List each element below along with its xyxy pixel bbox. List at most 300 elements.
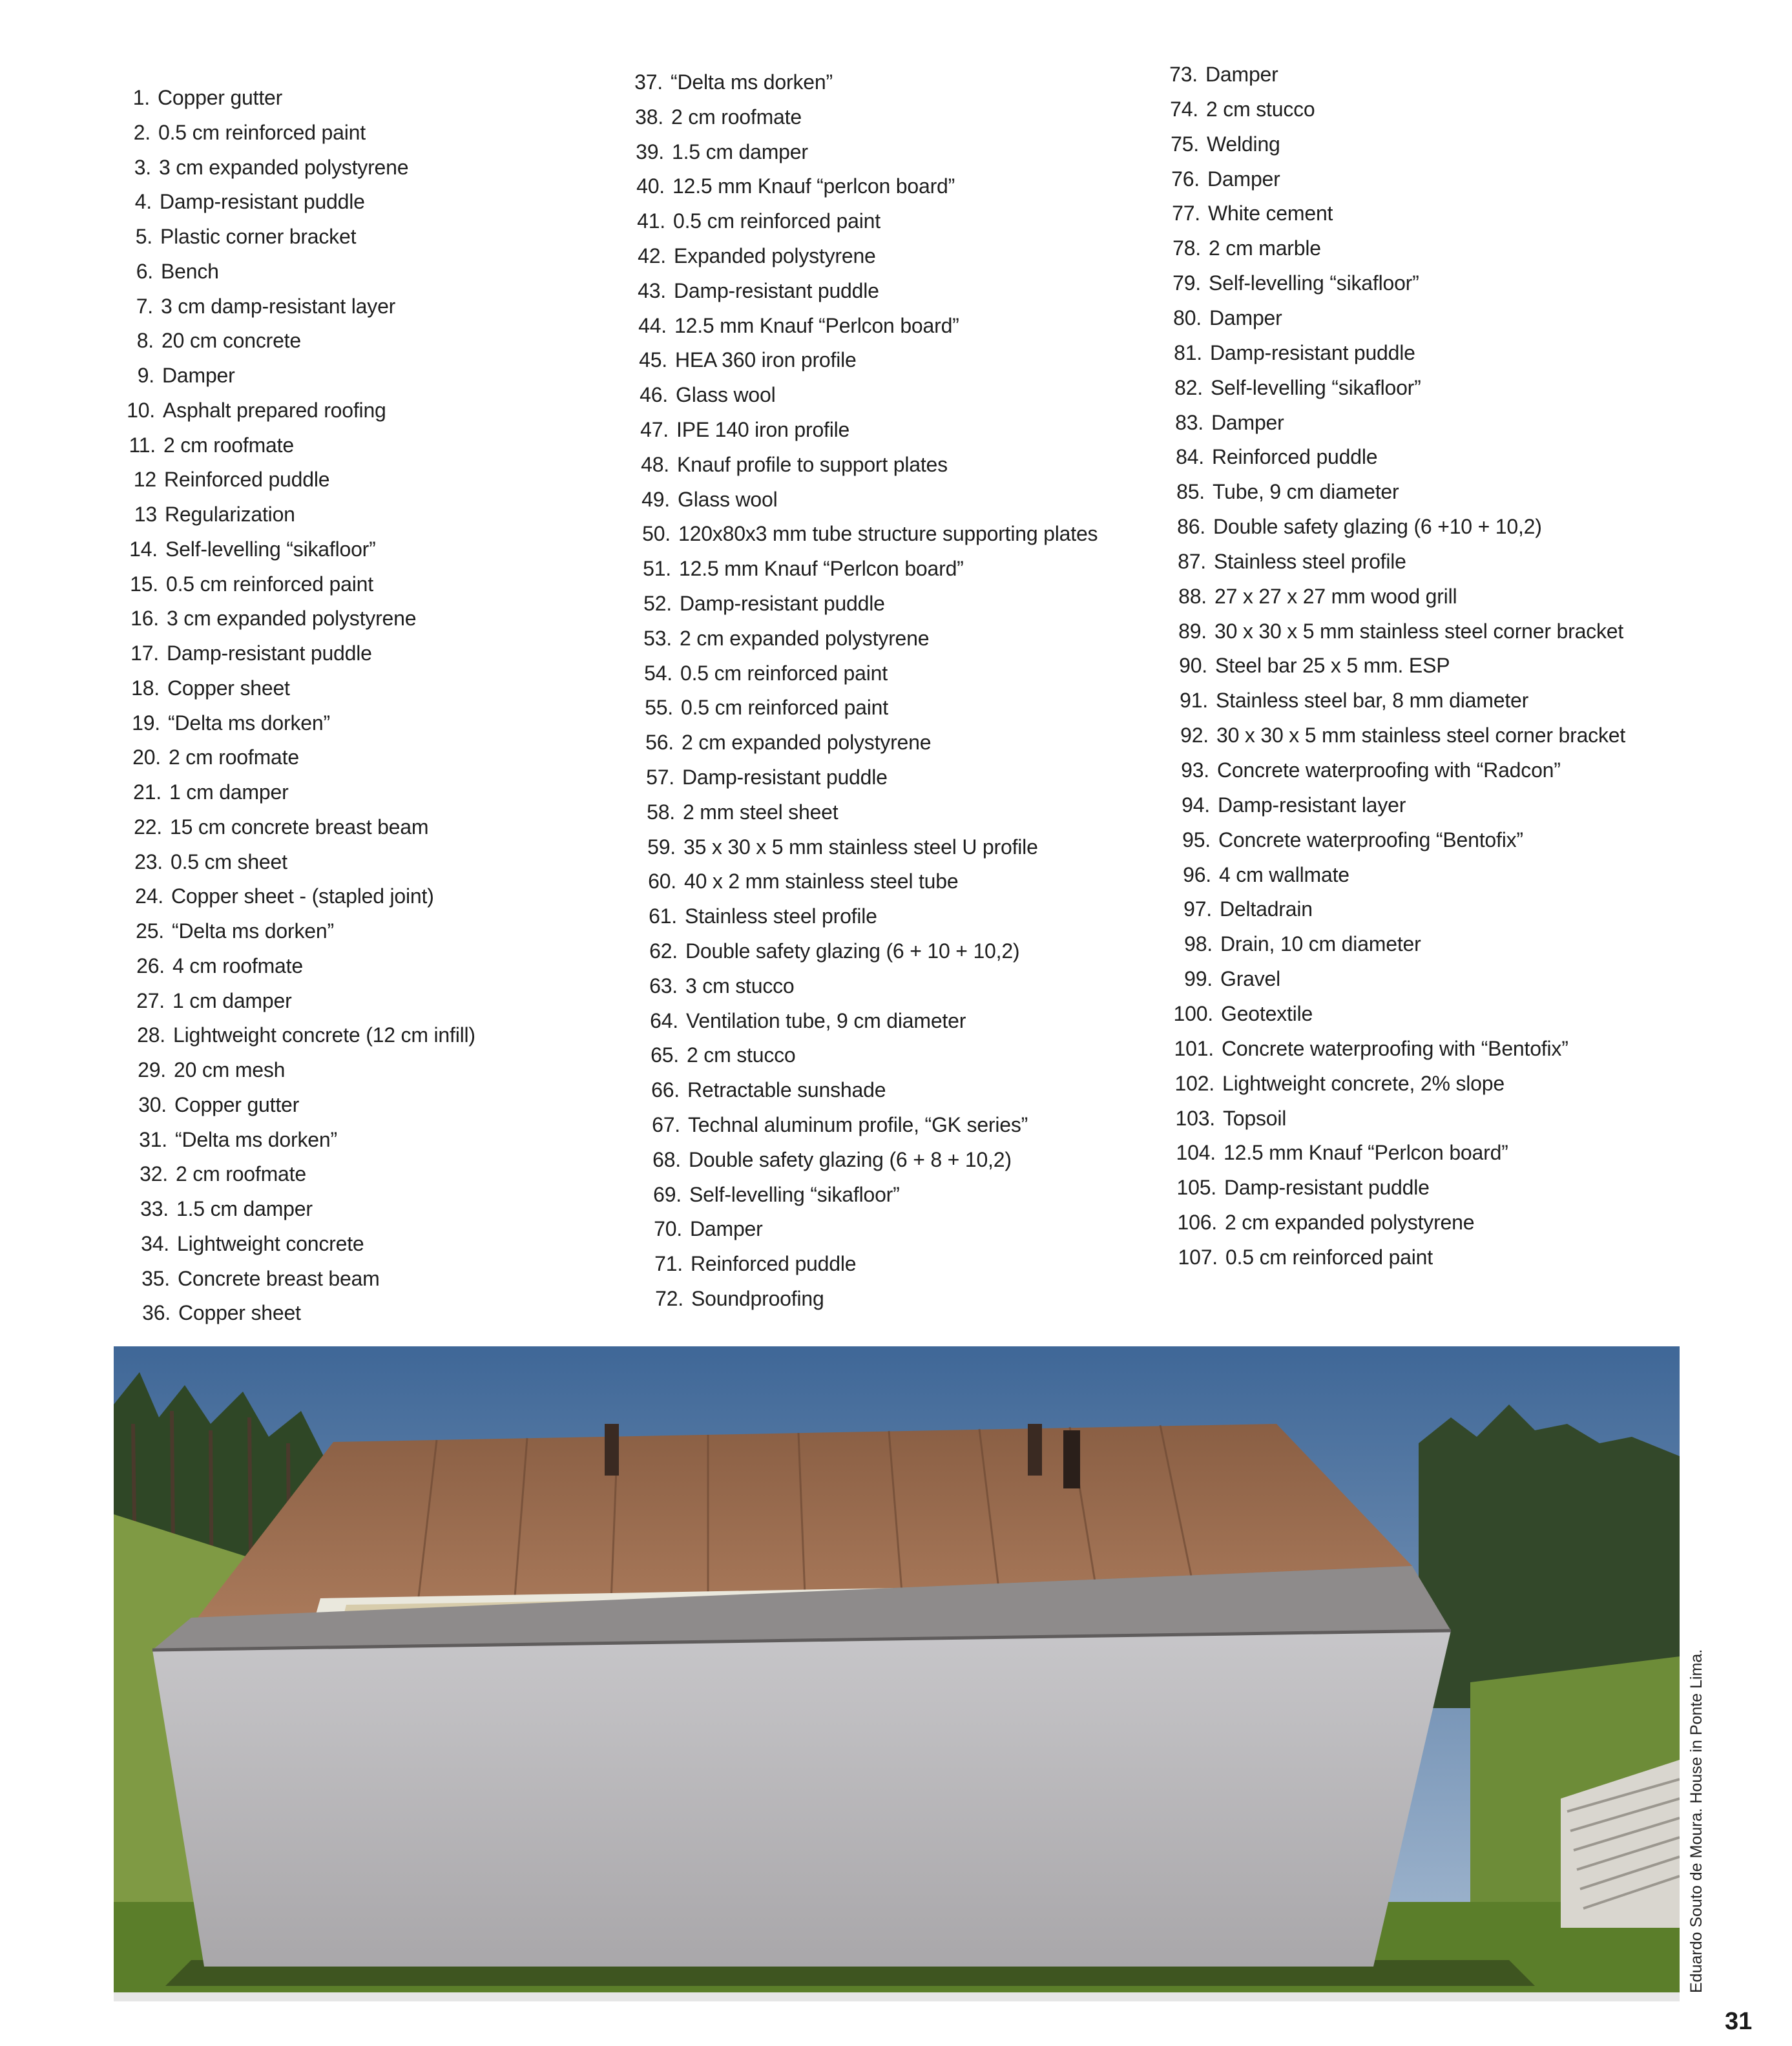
legend-label: Concrete breast beam (178, 1266, 380, 1290)
legend-number: 82. (1174, 375, 1203, 399)
legend-label: 0.5 cm sheet (171, 850, 287, 873)
legend-label: Topsoil (1223, 1106, 1287, 1130)
legend-number: 19. (132, 711, 160, 735)
legend-label: Double safety glazing (6 + 8 + 10,2) (689, 1147, 1012, 1171)
legend-label: Copper sheet (167, 676, 290, 700)
legend-item (1162, 335, 1415, 370)
legend-item (1166, 544, 1406, 579)
house-wall (152, 1631, 1451, 1967)
legend-number: 46. (640, 383, 668, 407)
legend-item (637, 899, 877, 934)
legend-label: Damp-resistant puddle (167, 642, 372, 665)
legend-label: 1.5 cm damper (176, 1197, 313, 1220)
legend-number: 24. (135, 884, 163, 908)
legend-label: White cement (1208, 202, 1333, 225)
legend-item (1162, 300, 1282, 335)
legend-item (122, 809, 428, 844)
legend-item (625, 169, 955, 204)
legend-label: Damper (162, 364, 235, 387)
legend-number: 70. (654, 1217, 682, 1241)
legend-item (635, 795, 838, 830)
legend-item (113, 289, 395, 324)
page-number: 31 (1725, 2008, 1753, 2035)
legend-number: 74. (1170, 97, 1198, 121)
legend-label: Drain, 10 cm diameter (1220, 932, 1421, 956)
legend-number: 15. (130, 572, 158, 596)
legend-item (1165, 474, 1399, 509)
legend-label: Reinforced puddle (164, 468, 330, 492)
legend-label: 30 x 30 x 5 mm stainless steel corner bracket (1214, 619, 1624, 643)
legend-number: 31. (139, 1127, 167, 1151)
legend-number: 11. (129, 433, 156, 457)
legend-number: 29. (138, 1058, 166, 1081)
legend-label: Glass wool (676, 383, 776, 407)
legend-item (1169, 753, 1561, 788)
legend-label: 4 cm roofmate (172, 954, 303, 977)
legend-item (114, 323, 301, 358)
legend-number: 83. (1175, 410, 1203, 434)
legend-item (1165, 509, 1542, 544)
legend-item (114, 358, 235, 393)
legend-label: 2 cm expanded polystyrene (682, 731, 932, 755)
legend-label: “Delta ms dorken” (175, 1127, 337, 1151)
legend-number: 81. (1174, 340, 1202, 364)
legend-number: 7. (136, 294, 153, 318)
legend-number: 62. (649, 939, 678, 963)
legend-item (1168, 683, 1528, 718)
legend-label: Damper (1209, 306, 1282, 329)
legend-number: 52. (643, 592, 672, 615)
legend-number: 71. (654, 1252, 683, 1276)
legend-item (116, 462, 329, 497)
legend-label: Soundproofing (691, 1287, 824, 1310)
legend-number: 38. (635, 105, 663, 129)
legend-label: Lightweight concrete (12 cm infill) (173, 1023, 475, 1047)
legend-label: Steel bar 25 x 5 mm. ESP (1215, 654, 1450, 678)
legend-number: 80. (1173, 306, 1202, 329)
legend-number: 53. (643, 626, 672, 650)
legend-item (1164, 439, 1377, 474)
legend-item (118, 532, 376, 567)
legend-item (629, 412, 849, 447)
legend-label: 35 x 30 x 5 mm stainless steel U profile (683, 835, 1038, 859)
legend-number: 59. (647, 835, 676, 859)
legend-number: 97. (1183, 897, 1212, 921)
legend-label: 12.5 mm Knauf “perlcon board” (672, 174, 955, 198)
legend-item (1167, 648, 1450, 683)
legend-number: 23. (134, 850, 163, 873)
legend-label: 12.5 mm Knauf “Perlcon board” (674, 313, 959, 337)
legend-number: 14. (129, 537, 158, 561)
legend-label: 0.5 cm reinforced paint (1225, 1245, 1433, 1269)
legend-label: Lightweight concrete, 2% slope (1222, 1071, 1505, 1095)
legend-label: Plastic corner bracket (160, 225, 357, 248)
legend-label: Damper (1207, 167, 1280, 191)
legend-item (632, 656, 888, 691)
legend-item (110, 80, 282, 115)
legend-label: 2 cm expanded polystyrene (1225, 1211, 1475, 1235)
caption-strip (114, 1992, 1680, 2001)
legend-item (1175, 1101, 1286, 1136)
legend-number: 44. (638, 313, 667, 337)
legend-number: 54. (644, 661, 672, 685)
legend-number: 10. (127, 398, 155, 422)
legend-number: 41. (637, 209, 665, 233)
legend-number: 16. (130, 607, 159, 631)
legend-number: 107. (1178, 1245, 1218, 1269)
legend-item (1160, 196, 1333, 231)
legend-label: Concrete waterproofing “Bentofix” (1218, 828, 1523, 851)
legend-item (1176, 1135, 1508, 1170)
legend-item (120, 671, 290, 705)
legend-label: Regularization (165, 503, 295, 526)
legend-number: 45. (639, 348, 667, 372)
legend-label: Copper gutter (158, 86, 283, 109)
legend-number: 90. (1179, 654, 1207, 678)
legend-number: 4. (134, 190, 152, 214)
vent-pipe-3 (1063, 1430, 1080, 1488)
legend-item (632, 621, 929, 656)
legend-number: 18. (131, 676, 160, 700)
legend-label: Damper (1205, 63, 1278, 86)
legend-item (125, 1018, 475, 1052)
legend-item (640, 1072, 886, 1107)
legend-label: Lightweight concrete (177, 1231, 364, 1255)
legend-item (624, 134, 808, 169)
legend-item (634, 725, 931, 760)
legend-label: Copper sheet - (stapled joint) (171, 884, 434, 908)
legend-item (1171, 857, 1349, 892)
legend-item (636, 864, 958, 899)
legend-item (623, 65, 833, 99)
legend-label: 0.5 cm reinforced paint (158, 120, 366, 144)
legend-item (1171, 822, 1523, 857)
legend-label: Self-levelling “sikafloor” (689, 1182, 900, 1206)
legend-number: 30. (138, 1092, 167, 1116)
legend-number: 98. (1184, 932, 1213, 956)
legend-label: 20 cm concrete (161, 329, 301, 353)
legend-label: Stainless steel profile (685, 904, 877, 928)
legend-number: 1. (132, 86, 150, 109)
legend-label: Damper (690, 1217, 763, 1241)
legend-item (110, 115, 366, 150)
legend-number: 95. (1182, 828, 1211, 851)
legend-item (1161, 266, 1419, 300)
legend-item (117, 497, 295, 532)
legend-label: 30 x 30 x 5 mm stainless steel corner bracket (1216, 724, 1626, 747)
legend-item (641, 1177, 900, 1212)
legend-label: Self-levelling “sikafloor” (1209, 271, 1419, 295)
photo-caption: Eduardo Souto de Moura. House in Ponte Lima. (1687, 1649, 1705, 1993)
legend-item (1158, 92, 1315, 127)
legend-label: 27 x 27 x 27 mm wood grill (1214, 584, 1457, 608)
legend-number: 93. (1181, 758, 1209, 782)
legend-number: 64. (650, 1008, 678, 1032)
legend-label: 3 cm expanded polystyrene (167, 607, 417, 631)
legend-item (129, 1226, 364, 1261)
legend-label: Concrete waterproofing with “Radcon” (1217, 758, 1561, 782)
legend-number: 50. (642, 522, 671, 546)
legend-number: 55. (645, 696, 673, 720)
legend-number: 60. (648, 870, 676, 893)
legend-label: Copper sheet (178, 1301, 301, 1325)
legend-label: Bench (161, 259, 219, 283)
legend-label: 1 cm damper (169, 780, 289, 804)
legend-number: 85. (1176, 480, 1205, 504)
legend-number: 27. (136, 988, 165, 1012)
legend-number: 13 (134, 503, 157, 526)
legend-item (643, 1246, 856, 1281)
house-photograph (114, 1346, 1680, 2001)
legend-label: Double safety glazing (6 + 10 + 10,2) (685, 939, 1020, 963)
legend-label: Damp-resistant puddle (680, 592, 885, 615)
legend-item (1177, 1205, 1474, 1240)
legend-item (1159, 127, 1280, 162)
legend-item (1174, 1066, 1505, 1101)
legend-item (632, 586, 885, 621)
legend-item (125, 948, 303, 983)
legend-item (631, 551, 964, 586)
legend-number: 66. (651, 1078, 680, 1102)
legend-number: 72. (655, 1287, 683, 1310)
legend-number: 20. (132, 746, 161, 769)
legend-number: 65. (651, 1043, 679, 1067)
legend-number: 89. (1178, 619, 1207, 643)
legend-number: 47. (640, 418, 669, 441)
legend-label: Damp-resistant puddle (1210, 340, 1415, 364)
legend-number: 34. (141, 1231, 169, 1255)
legend-number: 58. (647, 800, 675, 824)
legend-item (1169, 718, 1625, 753)
legend-item (638, 1003, 966, 1038)
legend-item (127, 1087, 299, 1122)
legend-item (636, 830, 1038, 864)
legend-item (627, 308, 959, 343)
legend-label: 2 cm roofmate (169, 746, 299, 769)
legend-label: Retractable sunshade (687, 1078, 886, 1102)
legend-label: Damp-resistant puddle (160, 190, 365, 214)
legend-item (1158, 57, 1278, 92)
legend-number: 75. (1171, 132, 1199, 156)
legend-label: Technal aluminum profile, “GK series” (688, 1113, 1028, 1136)
legend-item (121, 740, 299, 775)
legend-number: 99. (1184, 967, 1213, 991)
legend-label: HEA 360 iron profile (675, 348, 857, 372)
legend-label: 12.5 mm Knauf “Perlcon board” (1224, 1141, 1508, 1165)
legend-number: 33. (140, 1197, 169, 1220)
legend-item (121, 775, 289, 809)
legend-item (128, 1156, 306, 1191)
legend-item (1167, 614, 1623, 649)
legend-item (129, 1191, 313, 1226)
legend-number: 6. (136, 259, 153, 283)
legend-item (634, 760, 888, 795)
legend-label: 0.5 cm reinforced paint (166, 572, 373, 596)
legend-item (1163, 370, 1421, 405)
legend-label: 1.5 cm damper (672, 140, 808, 163)
legend-item (124, 913, 334, 948)
legend-item (1172, 926, 1421, 961)
legend-item (626, 273, 879, 308)
legend-item (123, 844, 287, 879)
legend-number: 51. (643, 557, 671, 581)
legend-number: 32. (140, 1162, 168, 1186)
legend-label: 2 cm stucco (1206, 97, 1315, 121)
legend-item (125, 983, 292, 1018)
legend-number: 67. (652, 1113, 680, 1136)
vent-pipe-1 (605, 1424, 619, 1476)
legend-number: 69. (653, 1182, 682, 1206)
legend-number: 2. (133, 120, 151, 144)
legend-number: 17. (130, 642, 159, 665)
legend-label: 2 cm marble (1209, 236, 1321, 260)
legend-item (123, 879, 434, 913)
legend-label: Welding (1207, 132, 1280, 156)
legend-label: Self-levelling “sikafloor” (1211, 375, 1421, 399)
legend-item (630, 482, 778, 517)
legend-label: Damp-resistant puddle (674, 278, 879, 302)
legend-item (111, 150, 408, 185)
legend-item (638, 934, 1019, 968)
legend-number: 37. (634, 70, 663, 94)
legend-number: 91. (1180, 689, 1208, 713)
legend-number: 40. (636, 174, 665, 198)
legend-label: Copper gutter (174, 1092, 300, 1116)
legend-number: 68. (652, 1147, 681, 1171)
legend-number: 35. (141, 1266, 170, 1290)
legend-item (626, 238, 876, 273)
legend-label: 12.5 mm Knauf “Perlcon board” (679, 557, 964, 581)
legend-label: 3 cm damp-resistant layer (161, 294, 396, 318)
legend-item (640, 1107, 1028, 1142)
legend-number: 49. (641, 487, 670, 511)
legend-label: Asphalt prepared roofing (163, 398, 386, 422)
legend-number: 5. (135, 225, 152, 248)
legend-label: 2 cm expanded polystyrene (680, 626, 930, 650)
legend-label: 120x80x3 mm tube structure supporting plates (678, 522, 1098, 546)
legend-item (623, 99, 802, 134)
legend-number: 100. (1173, 1001, 1213, 1025)
legend-number: 73. (1169, 63, 1198, 86)
legend-number: 77. (1172, 202, 1200, 225)
legend-label: Gravel (1220, 967, 1281, 991)
legend-item (119, 601, 416, 636)
legend-number: 21. (133, 780, 161, 804)
legend-label: “Delta ms dorken” (168, 711, 330, 735)
legend-number: 84. (1176, 445, 1204, 469)
legend-label: 2 cm roofmate (176, 1162, 306, 1186)
legend-item (119, 636, 372, 671)
legend-label: Reinforced puddle (1212, 445, 1378, 469)
legend-item (639, 1038, 796, 1072)
legend-number: 106. (1177, 1211, 1217, 1235)
legend-number: 57. (646, 766, 674, 789)
legend-item (630, 516, 1098, 551)
legend-label: Tube, 9 cm diameter (1213, 480, 1399, 504)
legend-number: 78. (1172, 236, 1201, 260)
legend-number: 56. (645, 731, 674, 755)
legend-label: 4 cm wallmate (1219, 862, 1349, 886)
legend-item (638, 968, 795, 1003)
legend-number: 25. (136, 919, 164, 943)
legend-label: 3 cm expanded polystyrene (159, 155, 409, 179)
legend-item (112, 219, 356, 254)
legend-item (629, 447, 948, 482)
legend-item (642, 1211, 763, 1246)
legend-label: 2 mm steel sheet (683, 800, 839, 824)
legend-label: Damp-resistant layer (1218, 793, 1406, 817)
legend-number: 12 (133, 468, 156, 492)
legend-number: 104. (1176, 1141, 1216, 1165)
legend-label: Self-levelling “sikafloor” (165, 537, 376, 561)
legend-number: 86. (1177, 515, 1205, 539)
legend-item (130, 1295, 301, 1330)
legend-item (625, 204, 880, 238)
vent-pipe-2 (1028, 1424, 1042, 1476)
legend-item (115, 393, 386, 428)
legend-number: 28. (137, 1023, 165, 1047)
legend-number: 36. (142, 1301, 171, 1325)
legend-label: Stainless steel profile (1214, 549, 1406, 573)
legend-label: 20 cm mesh (174, 1058, 286, 1081)
legend-label: Glass wool (678, 487, 778, 511)
legend-item (126, 1052, 285, 1087)
legend-item (130, 1261, 380, 1296)
legend-number: 63. (649, 974, 678, 997)
legend-label: 0.5 cm reinforced paint (681, 696, 888, 720)
legend-label: Stainless steel bar, 8 mm diameter (1216, 689, 1529, 713)
legend-number: 61. (649, 904, 677, 928)
legend-label: 2 cm roofmate (163, 433, 294, 457)
legend-number: 43. (638, 278, 666, 302)
house-photo-illustration (114, 1346, 1680, 2001)
legend-item (627, 342, 857, 377)
legend-number: 79. (1172, 271, 1201, 295)
legend-item (118, 567, 373, 601)
legend-label: 15 cm concrete breast beam (170, 815, 429, 839)
legend-label: 0.5 cm reinforced paint (673, 209, 880, 233)
legend-number: 39. (636, 140, 664, 163)
legend-label: Damp-resistant puddle (682, 766, 888, 789)
legend-item (641, 1142, 1012, 1177)
legend-item (1172, 961, 1280, 996)
legend-label: 2 cm stucco (687, 1043, 796, 1067)
legend-item (127, 1122, 337, 1157)
legend-label: Damp-resistant puddle (1224, 1176, 1430, 1200)
legend-number: 87. (1178, 549, 1206, 573)
legend-item (1163, 405, 1284, 440)
legend-label: Reinforced puddle (691, 1252, 857, 1276)
legend-label: “Delta ms dorken” (172, 919, 334, 943)
legend-label: Damper (1211, 410, 1284, 434)
legend-label: 3 cm stucco (685, 974, 795, 997)
legend-number: 22. (134, 815, 162, 839)
legend-item (628, 377, 776, 412)
legend-number: 92. (1180, 724, 1209, 747)
legend-label: Geotextile (1221, 1001, 1313, 1025)
legend-label: 2 cm roofmate (671, 105, 802, 129)
legend-item (1172, 892, 1313, 926)
legend-number: 102. (1174, 1071, 1214, 1095)
legend-label: 1 cm damper (172, 988, 292, 1012)
legend-number: 105. (1176, 1176, 1216, 1200)
legend-item (112, 184, 365, 219)
legend-number: 9. (137, 364, 154, 387)
legend-item (1178, 1240, 1433, 1275)
legend-item (1160, 162, 1280, 196)
legend-number: 8. (136, 329, 154, 353)
legend-label: Knauf profile to support plates (677, 452, 948, 476)
